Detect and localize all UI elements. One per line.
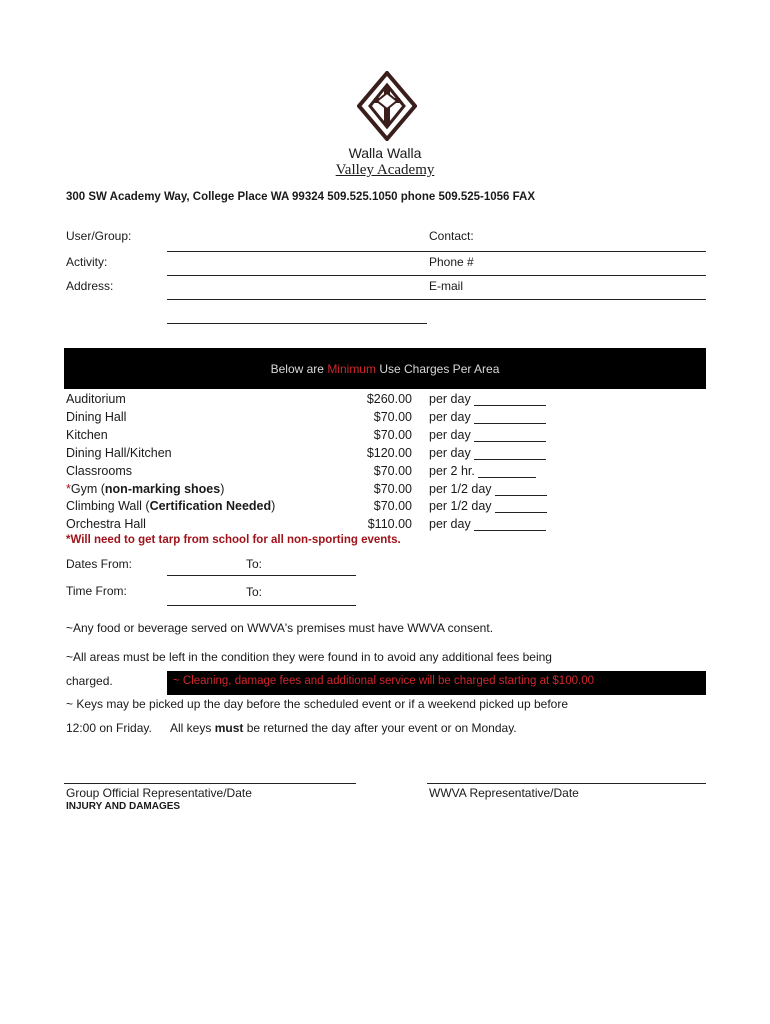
quantity-field[interactable] <box>474 519 546 531</box>
area-orchestra-hall: Orchestra Hall <box>66 517 146 531</box>
unit-auditorium: per day <box>429 392 546 406</box>
keys-rule: ~ Keys may be picked up the day before the scheduled event or if a weekend picked up before <box>66 697 568 711</box>
wwva-rep-label: WWVA Representative/Date <box>429 786 579 800</box>
time-to-label: To: <box>246 585 263 599</box>
address-line: 300 SW Academy Way, College Place WA 99324 509.525.1050 phone 509.525-1056 FAX <box>66 191 535 203</box>
price-dining-hall-kitchen: $120.00 <box>366 446 412 460</box>
price-auditorium: $260.00 <box>366 392 412 406</box>
quantity-field[interactable] <box>495 501 547 513</box>
charges-banner-text: Below are Minimum Use Charges Per Area <box>270 362 500 376</box>
area-climbing-wall: Climbing Wall (Certification Needed) <box>66 499 276 513</box>
price-kitchen: $70.00 <box>373 428 412 442</box>
group-rep-label: Group Official Representative/Date <box>66 786 252 800</box>
unit-kitchen: per day <box>429 428 546 442</box>
price-classrooms: $70.00 <box>373 464 412 478</box>
condition-rule-end: charged. <box>66 674 113 688</box>
unit-gym: per 1/2 day <box>429 482 547 496</box>
activity-field[interactable] <box>167 275 706 276</box>
unit-dining-hall: per day <box>429 410 546 424</box>
food-rule: ~Any food or beverage served on WWVA's premises must have WWVA consent. <box>66 621 494 635</box>
unit-orchestra-hall: per day <box>429 517 546 531</box>
quantity-field[interactable] <box>478 466 536 478</box>
unit-dining-hall-kitchen: per day <box>429 446 546 460</box>
time-from-label: Time From: <box>66 584 127 598</box>
area-auditorium: Auditorium <box>66 392 126 406</box>
area-dining-hall-kitchen: Dining Hall/Kitchen <box>66 446 172 460</box>
quantity-field[interactable] <box>474 394 546 406</box>
school-name-line1: Walla Walla <box>348 145 422 161</box>
quantity-field[interactable] <box>495 484 547 496</box>
user-group-label: User/Group: <box>66 229 132 243</box>
area-kitchen: Kitchen <box>66 428 108 442</box>
address-field[interactable] <box>167 299 706 300</box>
email-label: E-mail <box>429 279 464 293</box>
injury-heading: INJURY AND DAMAGES <box>66 801 181 812</box>
quantity-field[interactable] <box>474 430 546 442</box>
tarp-note: *Will need to get tarp from school for all non-sporting events. <box>66 534 401 546</box>
phone-label: Phone # <box>429 255 474 269</box>
dates-from-label: Dates From: <box>66 557 133 571</box>
quantity-field[interactable] <box>474 412 546 424</box>
unit-climbing-wall: per 1/2 day <box>429 499 547 513</box>
user-group-field[interactable] <box>167 251 706 252</box>
address-label: Address: <box>66 279 114 293</box>
time-field[interactable] <box>167 605 356 606</box>
dates-field[interactable] <box>167 575 356 576</box>
price-orchestra-hall: $110.00 <box>367 517 412 531</box>
wwva-signature-line[interactable] <box>427 783 706 784</box>
school-logo-icon <box>357 71 417 141</box>
activity-label: Activity: <box>66 255 108 269</box>
quantity-field[interactable] <box>474 448 546 460</box>
contact-label: Contact: <box>429 229 474 243</box>
cleaning-fee-text: ~ Cleaning, damage fees and additional service will be charged starting at $100.00 <box>173 675 594 687</box>
address-field-line2[interactable] <box>167 323 427 324</box>
dates-to-label: To: <box>246 557 263 571</box>
group-signature-line[interactable] <box>64 783 356 784</box>
school-name-line2: Valley Academy <box>335 162 435 178</box>
area-gym: *Gym (non-marking shoes) <box>66 482 225 496</box>
price-gym: $70.00 <box>373 482 412 496</box>
keys-rule-time: 12:00 on Friday. <box>66 721 152 735</box>
area-classrooms: Classrooms <box>66 464 132 478</box>
area-dining-hall: Dining Hall <box>66 410 127 424</box>
condition-rule: ~All areas must be left in the condition they were found in to avoid any additional fees being <box>66 650 552 664</box>
price-climbing-wall: $70.00 <box>373 499 412 513</box>
price-dining-hall: $70.00 <box>373 410 412 424</box>
unit-classrooms: per 2 hr. <box>429 464 536 478</box>
keys-return-rule: All keys must be returned the day after your event or on Monday. <box>170 721 517 735</box>
